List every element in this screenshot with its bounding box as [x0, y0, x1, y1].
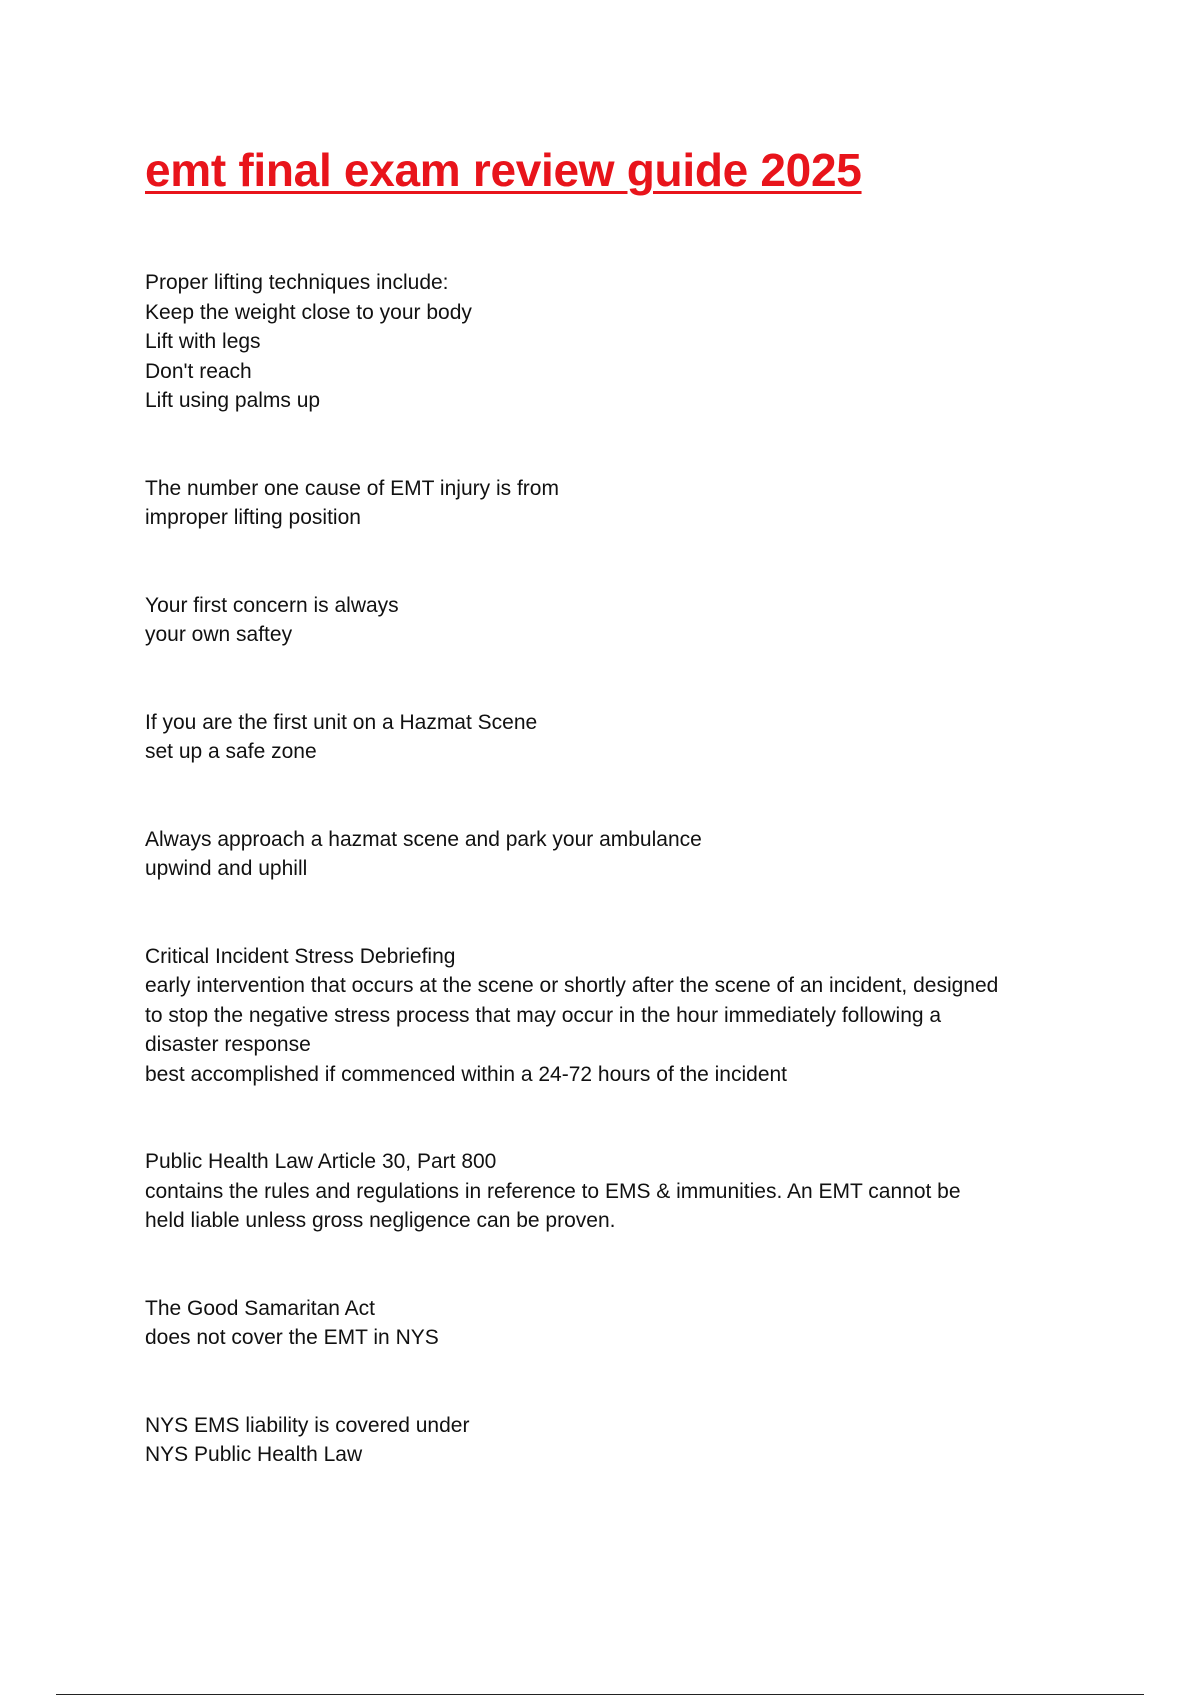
question-text: The Good Samaritan Act [145, 1296, 375, 1320]
qa-block-lifting-techniques [145, 268, 1075, 416]
qa-block-first-concern [145, 591, 1075, 650]
answer-text: disaster response [145, 1033, 311, 1056]
qa-block-hazmat-first-unit [145, 708, 1075, 767]
answer-text: Don't reach [145, 359, 252, 383]
question-text: The number one cause of EMT injury is from [145, 476, 559, 500]
question-text: Proper lifting techniques include: [145, 271, 449, 294]
question-text: If you are the first unit on a Hazmat Scene [145, 710, 538, 734]
qa-block-public-health-law [145, 1147, 1075, 1236]
answer-text: Lift with legs [145, 330, 261, 353]
answer-text: to stop the negative stress process that may occur in the hour immediately following a [145, 1003, 942, 1027]
answer-text: early intervention that occurs at the scene or shortly after the scene of an incident, designed [145, 974, 999, 997]
qa-block-ems-liability [145, 1411, 1075, 1470]
question-text: Critical Incident Stress Debriefing [145, 944, 456, 968]
question-text: Always approach a hazmat scene and park your ambulance [145, 827, 702, 851]
answer-text: improper lifting position [145, 506, 361, 529]
answer-text: held liable unless gross negligence can be proven. [145, 1209, 616, 1232]
answer-text: does not cover the EMT in NYS [145, 1326, 439, 1349]
page-bottom-divider [56, 1694, 1144, 1695]
answer-text: contains the rules and regulations in reference to EMS & immunities. An EMT cannot be [145, 1179, 961, 1203]
document-body [145, 268, 1075, 1470]
answer-text: set up a safe zone [145, 740, 317, 763]
answer-text: Keep the weight close to your body [145, 300, 472, 324]
question-text: Public Health Law Article 30, Part 800 [145, 1150, 497, 1173]
answer-text: NYS Public Health Law [145, 1443, 363, 1466]
qa-block-cisd [145, 942, 1075, 1090]
answer-text: upwind and uphill [145, 857, 308, 880]
question-text: Your first concern is always [145, 593, 399, 617]
document-title: emt final exam review guide 2025 [145, 144, 862, 196]
answer-text: your own saftey [145, 623, 293, 646]
answer-text: best accomplished if commenced within a 24-72 hours of the incident [145, 1062, 788, 1086]
qa-block-hazmat-approach [145, 825, 1075, 884]
qa-block-emt-injury [145, 474, 1075, 533]
qa-block-good-samaritan [145, 1294, 1075, 1353]
question-text: NYS EMS liability is covered under [145, 1413, 470, 1437]
answer-text: Lift using palms up [145, 389, 321, 412]
